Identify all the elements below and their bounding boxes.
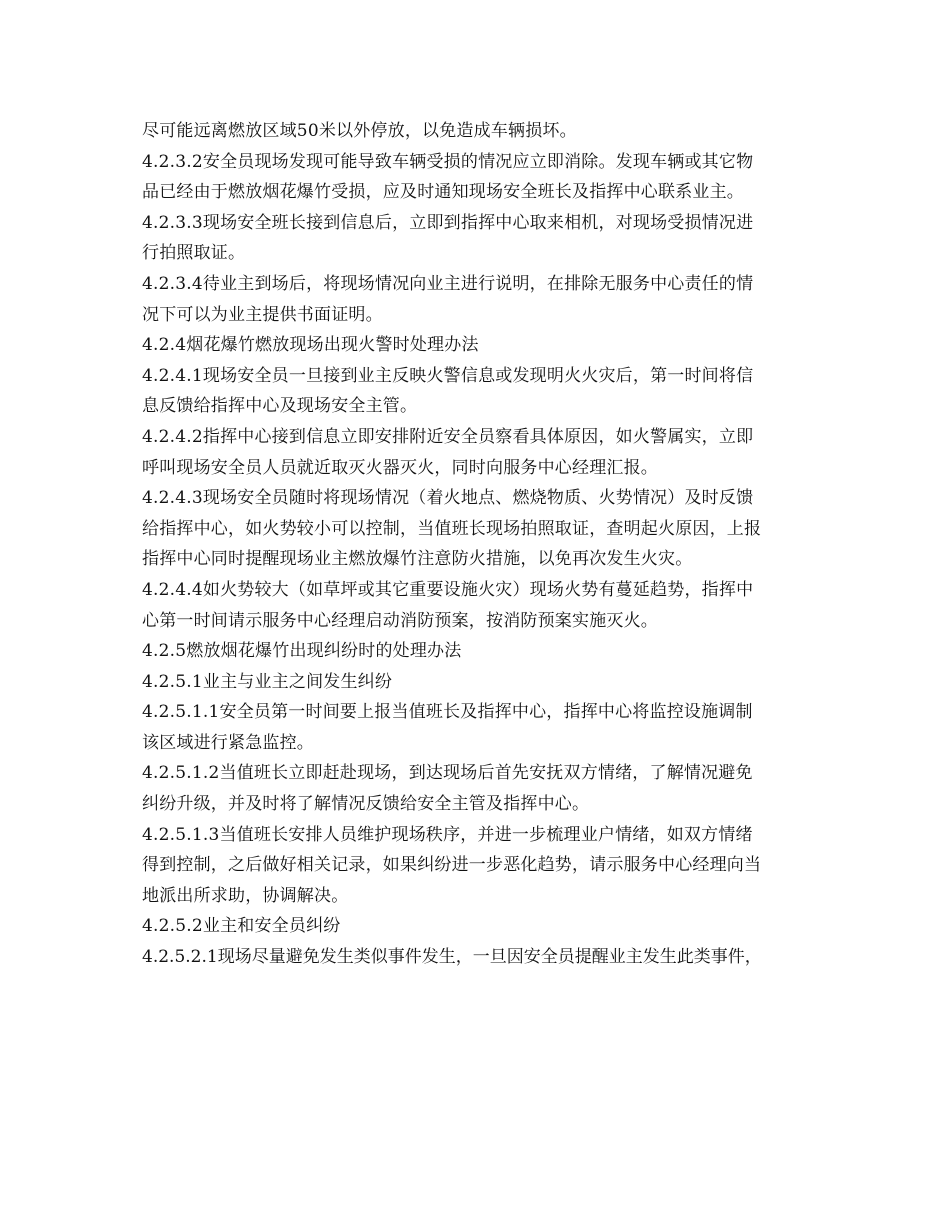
text-line: 4.2.4.2指挥中心接到信息立即安排附近安全员察看具体原因，如火警属实，立即 [142,426,754,447]
text-line: 品已经由于燃放烟花爆竹受损，应及时通知现场安全班长及指挥中心联系业主。 [142,182,744,203]
text-line: 呼叫现场安全员人员就近取灭火器灭火，同时向服务中心经理汇报。 [142,457,658,478]
text-line: 地派出所求助，协调解决。 [142,885,349,906]
text-line: 息反馈给指挥中心及现场安全主管。 [142,396,418,417]
subsection-heading: 4.2.5.1业主与业主之间发生纠纷 [142,671,393,692]
document-body [142,116,822,973]
text-line: 4.2.4.4如火势较大（如草坪或其它重要设施火灾）现场火势有蔓延趋势，指挥中 [142,579,754,600]
text-line: 给指挥中心，如火势较小可以控制，当值班长现场拍照取证，查明起火原因，上报 [142,518,762,539]
text-line: 4.2.5.1.1安全员第一时间要上报当值班长及指挥中心，指挥中心将监控设施调制 [142,702,753,723]
text-line: 纠纷升级，并及时将了解情况反馈给安全主管及指挥中心。 [142,794,590,815]
text-line: 4.2.5.1.2当值班长立即赶赴现场，到达现场后首先安抚双方情绪，了解情况避免 [142,763,753,784]
text-line: 心第一时间请示服务中心经理启动消防预案，按消防预案实施灭火。 [142,610,658,631]
text-line: 4.2.3.4待业主到场后，将现场情况向业主进行说明，在排除无服务中心责任的情 [142,273,754,294]
subsection-heading: 4.2.5.2业主和安全员纠纷 [142,916,341,937]
text-line: 指挥中心同时提醒现场业主燃放爆竹注意防火措施，以免再次发生火灾。 [142,549,693,570]
text-line: 4.2.3.3现场安全班长接到信息后，立即到指挥中心取来相机，对现场受损情况进 [142,212,754,233]
text-line: 该区域进行紧急监控。 [142,732,314,753]
text-line: 4.2.4.3现场安全员随时将现场情况（着火地点、燃烧物质、火势情况）及时反馈 [142,488,754,509]
text-line: 4.2.5.1.3当值班长安排人员维护现场秩序，并进一步梳理业户情绪，如双方情绪 [142,824,753,845]
text-line: 尽可能远离燃放区域50米以外停放，以免造成车辆损坏。 [142,121,577,141]
text-line: 况下可以为业主提供书面证明。 [142,304,383,325]
text-line: 得到控制，之后做好相关记录，如果纠纷进一步恶化趋势，请示服务中心经理向当 [142,855,762,876]
text-line: 4.2.4.1现场安全员一旦接到业主反映火警信息或发现明火火灾后，第一时间将信 [142,365,754,386]
section-heading: 4.2.5燃放烟花爆竹出现纠纷时的处理办法 [142,641,462,662]
section-heading: 4.2.4烟花爆竹燃放现场出现火警时处理办法 [142,335,479,356]
text-line: 4.2.3.2安全员现场发现可能导致车辆受损的情况应立即消除。发现车辆或其它物 [142,151,754,172]
text-line: 4.2.5.2.1现场尽量避免发生类似事件发生，一旦因安全员提醒业主发生此类事件， [142,947,762,968]
text-line: 行拍照取证。 [142,243,246,264]
